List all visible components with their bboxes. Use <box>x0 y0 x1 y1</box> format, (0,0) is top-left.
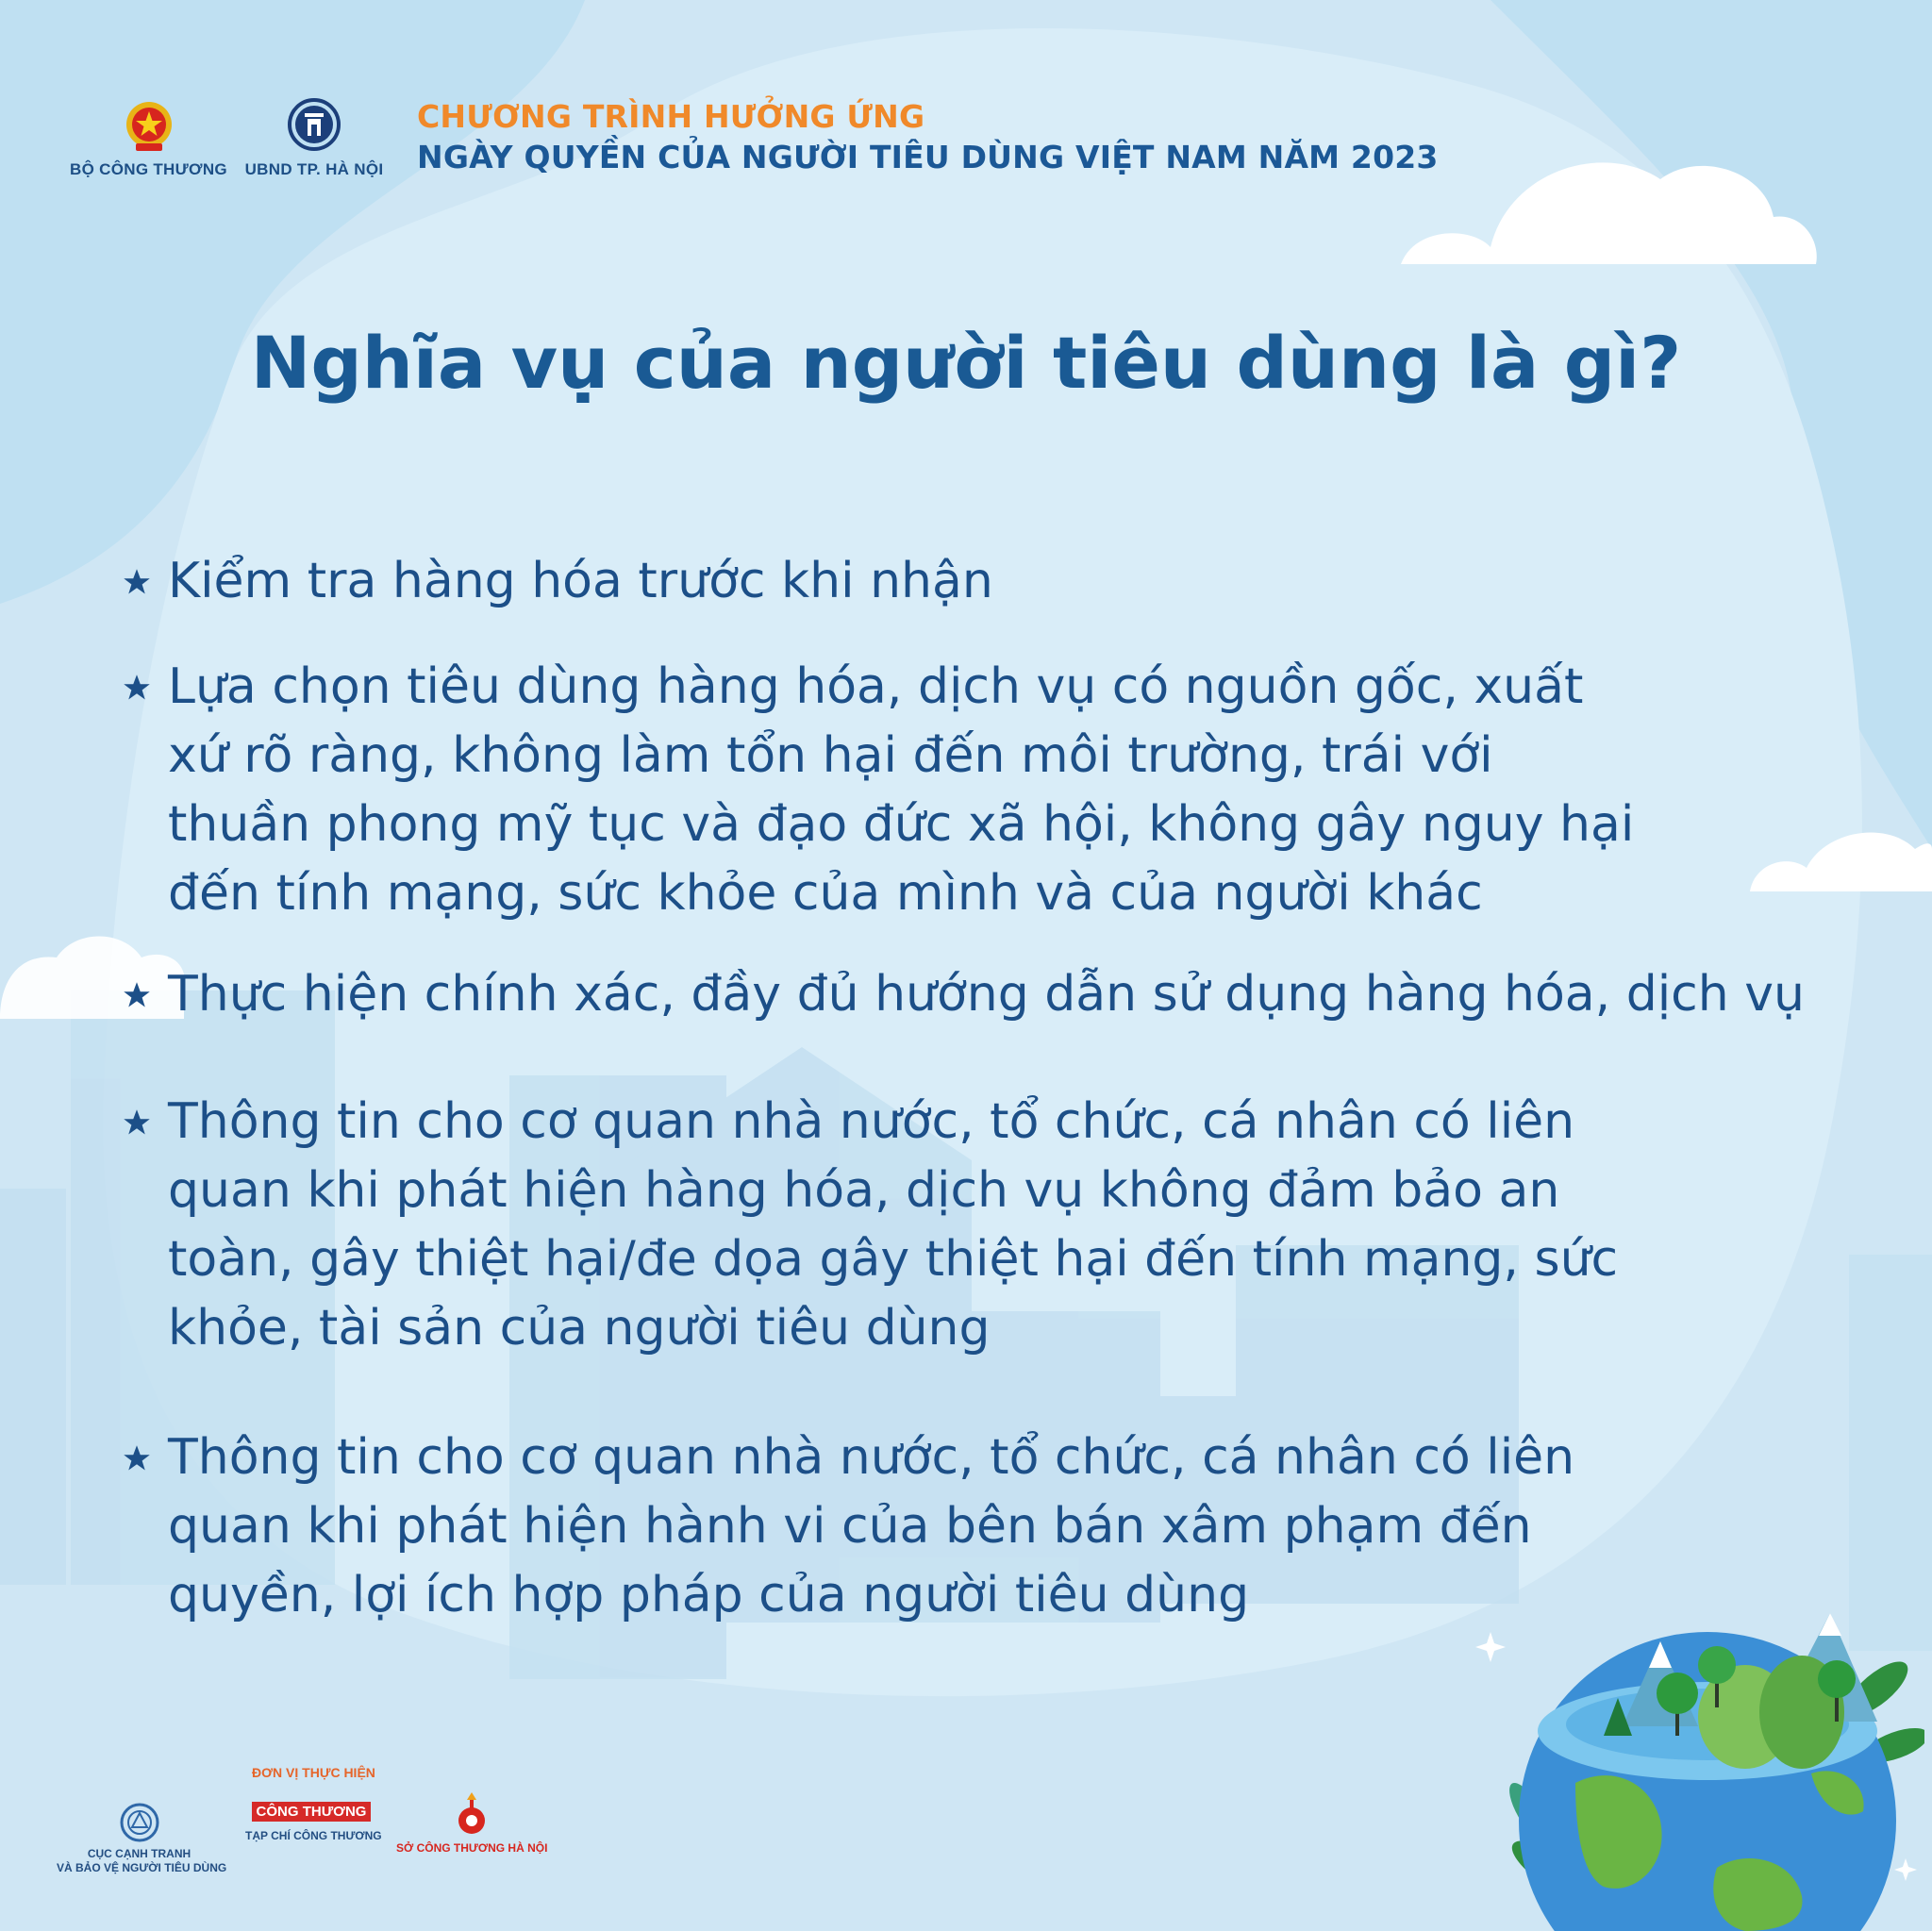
cuc-caption-line-2: VÀ BẢO VỆ NGƯỜI TIÊU DÙNG <box>57 1861 227 1874</box>
cuc-canh-tranh-logo <box>57 1802 227 1875</box>
obligation-text-line: Thông tin cho cơ quan nhà nước, tổ chức, cá nhân có liên <box>168 1429 1575 1486</box>
obligation-text-line: Thông tin cho cơ quan nhà nước, tổ chức, cá nhân có liên <box>168 1093 1575 1150</box>
obligation-text-line: quan khi phát hiện hành vi của bên bán xâm phạm đến <box>168 1498 1532 1555</box>
earth-globe-illustration <box>1434 1556 1924 1931</box>
obligation-text-line: đến tính mạng, sức khỏe của mình và của người khác <box>168 865 1483 922</box>
gear-torch-emblem-icon <box>453 1792 491 1838</box>
so-cong-thuong-logo <box>396 1792 547 1856</box>
tap-chi-cong-thuong-logo <box>245 1802 382 1843</box>
obligation-text-line: quan khi phát hiện hàng hóa, dịch vụ không đảm bảo an <box>168 1162 1560 1219</box>
obligation-text-line: khỏe, tài sản của người tiêu dùng <box>168 1300 991 1357</box>
ubnd-ha-noi-caption: UBND TP. HÀ NỘI <box>244 160 384 178</box>
program-heading <box>417 98 1439 175</box>
page-title: Nghĩa vụ của người tiêu dùng là gì? <box>250 321 1682 405</box>
national-emblem-icon <box>119 96 179 157</box>
obligation-text-line: Thực hiện chính xác, đầy đủ hướng dẫn sử dụng hàng hóa, dịch vụ <box>168 966 1805 1023</box>
implementer-label: ĐƠN VỊ THỰC HIỆN <box>252 1765 375 1780</box>
obligation-text-line: Lựa chọn tiêu dùng hàng hóa, dịch vụ có nguồn gốc, xuất <box>168 658 1584 715</box>
hanoi-emblem-icon <box>284 96 344 157</box>
bo-cong-thuong-caption: BỘ CÔNG THƯƠNG <box>70 160 227 178</box>
obligation-text-line: toàn, gây thiệt hại/đe dọa gây thiệt hại đến tính mạng, sức <box>168 1231 1619 1288</box>
obligation-text-line: thuần phong mỹ tục và đạo đức xã hội, không gây nguy hại <box>168 796 1635 853</box>
cong-thuong-badge: CÔNG THƯƠNG <box>252 1802 372 1822</box>
cuc-caption-line-1: CỤC CẠNH TRANH <box>87 1847 192 1860</box>
so-cong-thuong-caption: SỞ CÔNG THƯƠNG HÀ NỘI <box>396 1841 548 1855</box>
obligation-text-line: xứ rõ ràng, không làm tổn hại đến môi trường, trái với <box>168 727 1493 784</box>
ubnd-ha-noi-logo <box>243 96 385 179</box>
obligation-text-line: quyền, lợi ích hợp pháp của người tiêu dùng <box>168 1567 1250 1623</box>
consumer-protection-emblem-icon <box>119 1802 160 1843</box>
obligation-text-line: Kiểm tra hàng hóa trước khi nhận <box>168 553 993 609</box>
program-line-1: CHƯƠNG TRÌNH HƯỞNG ỨNG <box>417 98 925 135</box>
program-line-2: NGÀY QUYỀN CỦA NGƯỜI TIÊU DÙNG VIỆT NAM NĂM 2023 <box>417 139 1439 175</box>
bo-cong-thuong-logo <box>66 96 231 179</box>
tap-chi-caption: TẠP CHÍ CÔNG THƯƠNG <box>245 1829 382 1842</box>
